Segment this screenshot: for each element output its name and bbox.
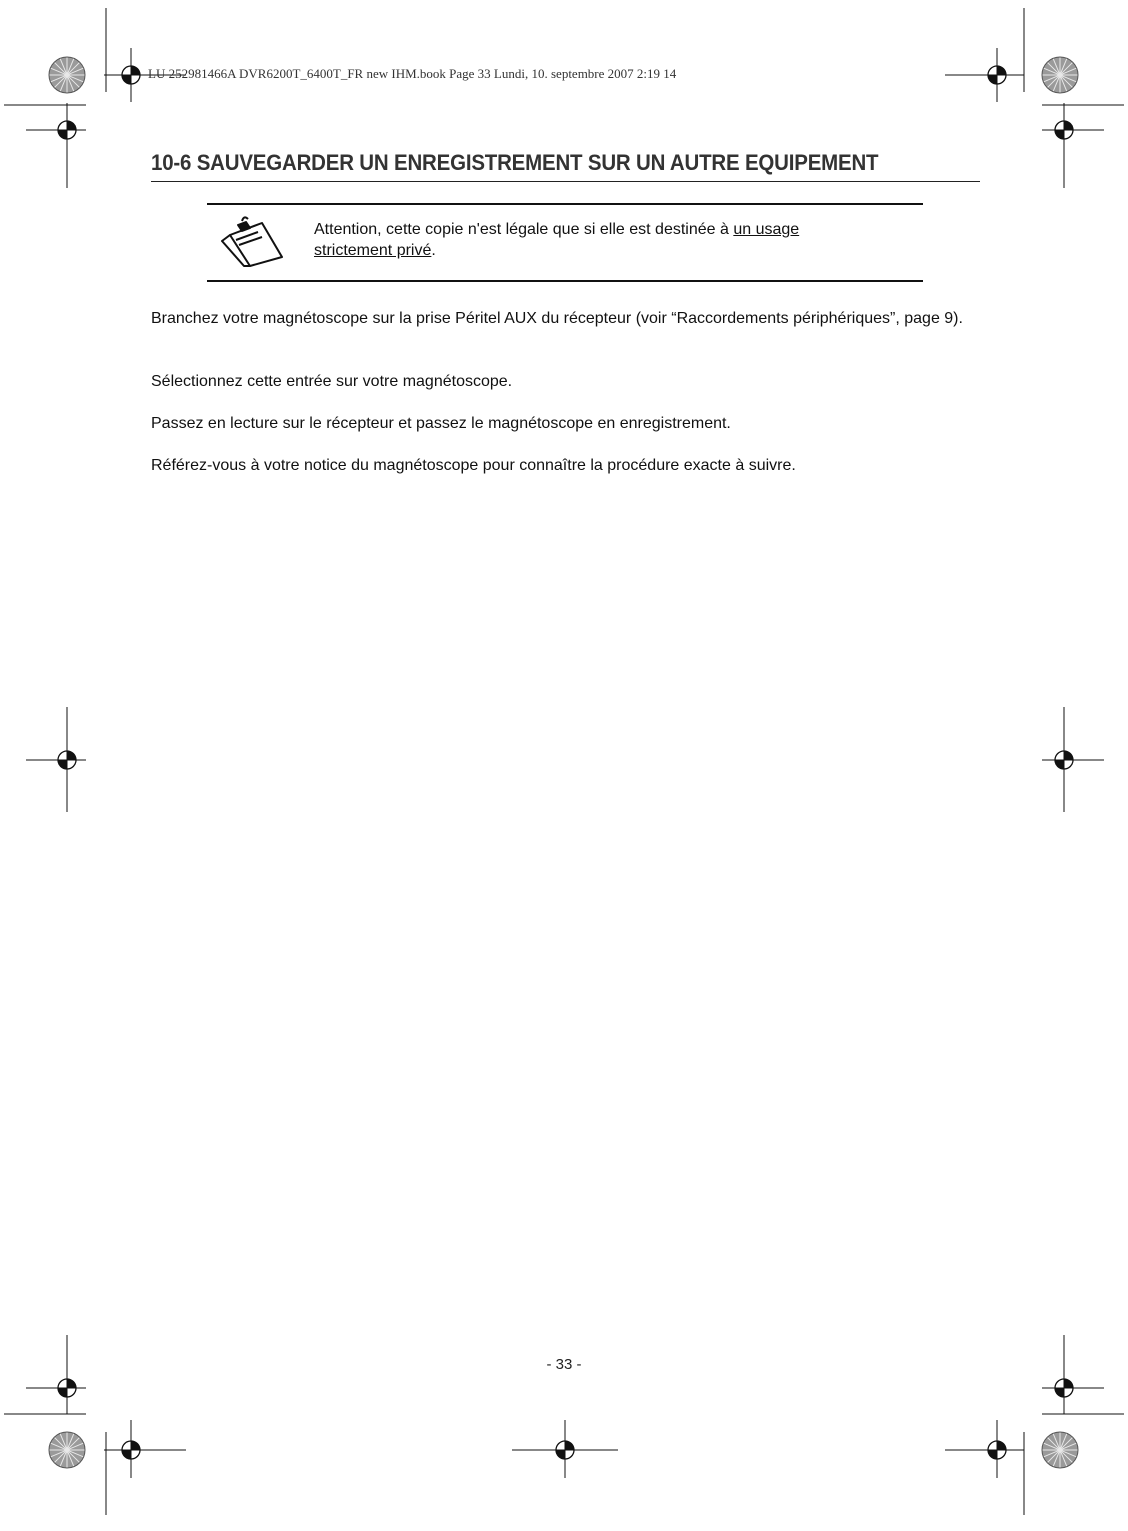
- section-title: 10-6 SAUVEGARDER UN ENREGISTREMENT SUR UN AUTRE EQUIPEMENT: [151, 150, 879, 175]
- paragraph-play-record: Passez en lecture sur le récepteur et passez le magnétoscope en enregistrement.: [151, 415, 731, 432]
- note-bottom-rule: [207, 280, 923, 282]
- print-header-line: LU 252981466A DVR6200T_6400T_FR new IHM.book Page 33 Lundi, 10. septembre 2007 2:19 14: [148, 66, 677, 81]
- note-underlined-2: strictement privé: [314, 242, 432, 259]
- note-text-start: Attention, cette copie n'est légale que si elle est destinée à: [314, 221, 734, 238]
- clipboard-note-icon: [220, 213, 286, 267]
- note-text-end: .: [431, 242, 436, 259]
- page-number: - 33 -: [546, 1356, 582, 1373]
- paragraph-select-input: Sélectionnez cette entrée sur votre magnétoscope.: [151, 373, 513, 390]
- note-text: [314, 219, 894, 261]
- note-underlined-1: un usage: [733, 221, 800, 238]
- title-underline: [151, 181, 980, 182]
- paragraph-refer-manual: Référez-vous à votre notice du magnétoscope pour connaître la procédure exacte à suivre.: [151, 457, 796, 474]
- note-top-rule: [207, 203, 923, 205]
- paragraph-connect-vcr: Branchez votre magnétoscope sur la prise Péritel AUX du récepteur (voir “Raccordements périphériques”, page 9).: [151, 310, 963, 327]
